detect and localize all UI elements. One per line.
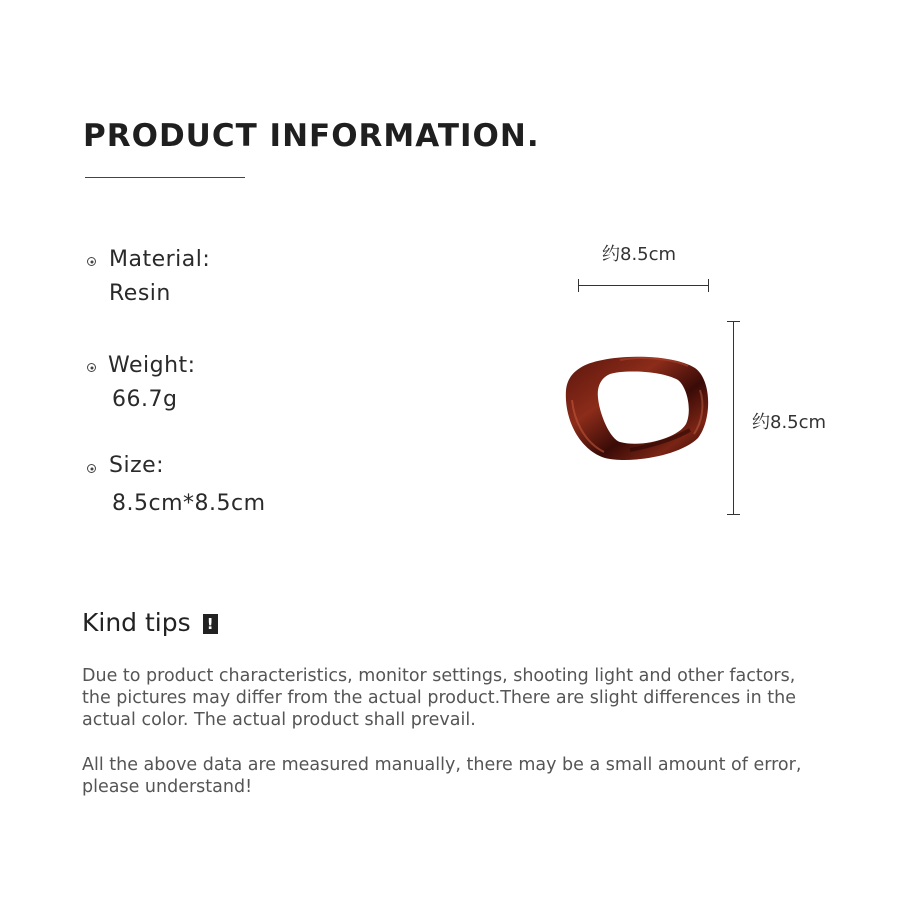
title-divider xyxy=(85,177,245,178)
width-dimension-tick-left xyxy=(578,279,579,292)
material-value: Resin xyxy=(109,281,171,306)
height-dimension-tick-bottom xyxy=(727,514,740,515)
page-title: PRODUCT INFORMATION. xyxy=(83,118,540,154)
tips-paragraph-measurement: All the above data are measured manually, there may be a small amount of error, please understand! xyxy=(82,755,802,797)
exclamation-icon: ! xyxy=(203,614,218,634)
size-value: 8.5cm*8.5cm xyxy=(112,491,266,516)
material-label: Material: xyxy=(109,247,211,272)
tips-paragraph-disclaimer: Due to product characteristics, monitor settings, shooting light and other factors, the pictures may differ from the actual product.There are slight differences in the actual color. The actual product shall prevail. xyxy=(82,666,796,730)
height-dimension-line xyxy=(733,321,734,515)
weight-label: Weight: xyxy=(108,353,196,378)
bullet-icon xyxy=(87,363,96,372)
bullet-icon xyxy=(87,257,96,266)
width-dimension-line xyxy=(578,285,709,286)
kind-tips-heading xyxy=(82,608,218,637)
size-label: Size: xyxy=(109,453,165,478)
resin-ring-image xyxy=(560,350,715,468)
kind-tips-title: Kind tips xyxy=(82,608,191,637)
width-dimension-tick-right xyxy=(708,279,709,292)
bullet-icon xyxy=(87,464,96,473)
height-dimension-tick-top xyxy=(727,321,740,322)
weight-value: 66.7g xyxy=(112,387,178,412)
width-dimension-label: 约8.5cm xyxy=(602,244,677,265)
height-dimension-label: 约8.5cm xyxy=(752,412,827,433)
